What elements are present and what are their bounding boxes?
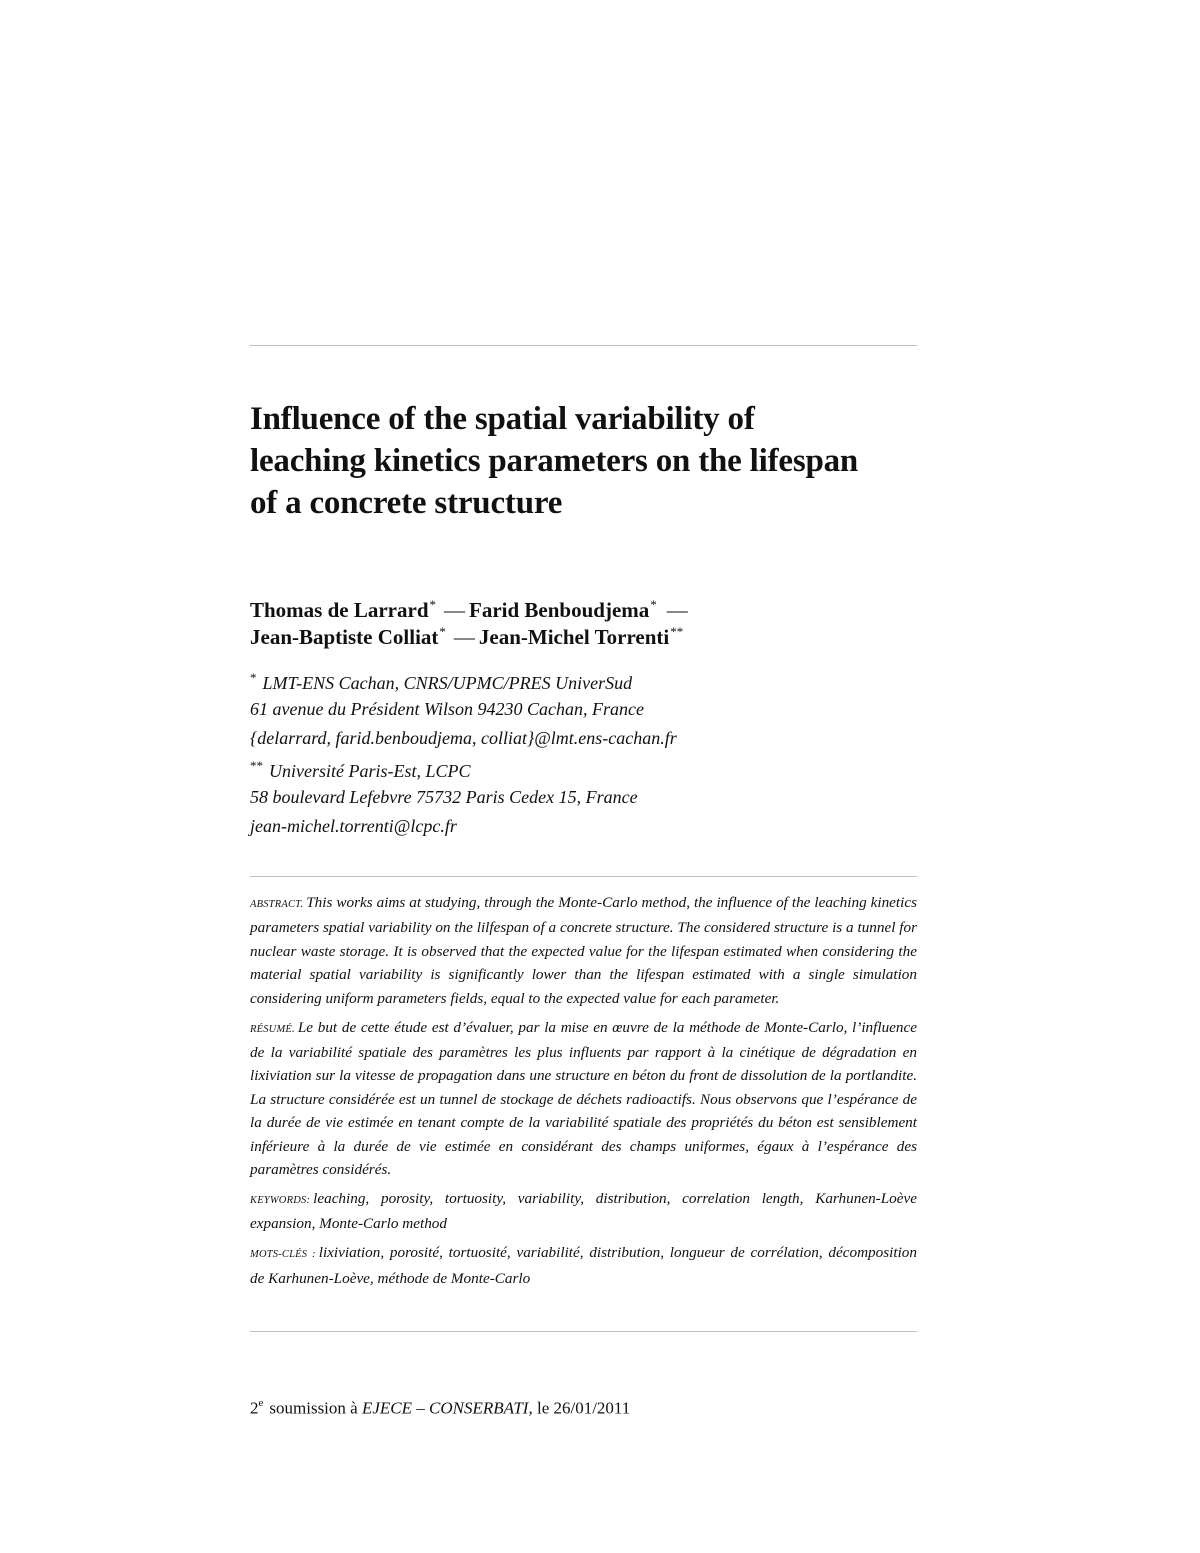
author-affil-mark: * <box>429 597 436 612</box>
abstract-bottom-rule <box>250 1331 917 1332</box>
title-line: leaching kinetics parameters on the lifespan <box>250 443 859 479</box>
affiliation-line <box>250 671 917 697</box>
author-list <box>250 598 917 652</box>
abstract-top-rule <box>250 876 917 877</box>
abstract-label: ABSTRACT. <box>250 899 304 910</box>
author-affil-mark: * <box>439 624 446 639</box>
author-affil-mark: ** <box>670 624 684 639</box>
affiliation-address: 58 boulevard Lefebvre 75732 Paris Cedex 15, France <box>250 787 638 807</box>
author-name: Thomas de Larrard <box>250 598 429 622</box>
keywords-label: KEYWORDS: <box>250 1194 311 1206</box>
abstract-paragraph <box>250 891 917 1010</box>
submission-footer <box>250 1393 630 1420</box>
mots-cles-text: lixiviation, porosité, tortuosité, variabilité, distribution, longueur de corrélation, décomposition de Karhunen-Loève, méthode de Monte-Carlo <box>250 1244 917 1287</box>
author-separator: — <box>453 625 475 649</box>
affiliation-mark: * <box>250 670 257 685</box>
affiliation-mark: ** <box>250 758 263 773</box>
mots-cles-paragraph <box>250 1241 917 1290</box>
footer-number: 2 <box>250 1398 259 1418</box>
affiliation-institution: LMT-ENS Cachan, CNRS/UPMC/PRES UniverSud <box>262 673 633 693</box>
author-name: Farid Benboudjema <box>469 598 650 622</box>
author-line <box>250 598 917 625</box>
author-name: Jean-Baptiste Colliat <box>250 625 439 649</box>
footer-date: , le 26/01/2011 <box>528 1398 631 1418</box>
paper-title <box>250 398 917 524</box>
title-line: of a concrete structure <box>250 485 563 521</box>
author-line <box>250 625 917 652</box>
affiliation-email: {delarrard, farid.benboudjema, colliat}@lmt.ens-cachan.fr <box>250 728 677 748</box>
keywords-text: leaching, porosity, tortuosity, variability, distribution, correlation length, Karhunen-Loève expansion, Monte-Carlo method <box>250 1189 917 1233</box>
top-rule <box>250 345 917 346</box>
resume-paragraph <box>250 1016 917 1182</box>
affiliation-email: jean-michel.torrenti@lcpc.fr <box>250 816 457 836</box>
author-separator: — <box>666 598 688 622</box>
footer-superscript: e <box>258 1397 264 1409</box>
paper-page <box>250 0 917 1553</box>
footer-journal: EJECE – CONSERBATI <box>361 1398 529 1418</box>
abstract-block <box>250 891 917 1296</box>
mots-cles-label: MOTS-CLÉS : <box>250 1249 316 1261</box>
keywords-paragraph <box>250 1187 917 1236</box>
author-separator: — <box>444 598 465 622</box>
title-line: Influence of the spatial variability of <box>250 401 755 437</box>
author-affil-mark: * <box>650 597 657 612</box>
affiliation <box>250 759 917 838</box>
affiliation-line <box>250 759 917 785</box>
resume-text: Le but de cette étude est d’évaluer, par la mise en œuvre de la méthode de Monte-Carlo, l’influence de la variabilité spatiale des paramètres les plus influents par rapport à la cinétique de dégradation en lixiviation sur la vitesse de propagation dans une structure en béton du front de dissolution de la portlandite. La structure considérée est un tunnel de stockage de déchets radioactifs. Nous observons que l’espérance de la durée de vie estimée en tenant compte de la variabilité spatiale des propriétés du béton est sensiblement inférieure à la durée de vie estimée en considérant des champs uniformes, égaux à l’espérance des paramètres considérés. <box>250 1018 917 1178</box>
affiliation <box>250 671 917 750</box>
footer-text: soumission à <box>269 1398 358 1418</box>
resume-label: RÉSUMÉ. <box>250 1023 295 1035</box>
affiliation-address: 61 avenue du Président Wilson 94230 Cachan, France <box>250 699 644 719</box>
author-name: Jean-Michel Torrenti <box>478 625 670 649</box>
abstract-text: This works aims at studying, through the Monte-Carlo method, the influence of the leaching kinetics parameters spatial variability on the lilfespan of a concrete structure. The considered structure is a tunnel for nuclear waste storage. It is observed that the expected value for the lifespan estimated when considering the material spatial variability is significantly lower than the lifespan estimated with a single simulation considering uniform parameters fields, equal to the expected value for each parameter. <box>250 894 917 1007</box>
affiliation-institution: Université Paris-Est, LCPC <box>269 761 471 781</box>
